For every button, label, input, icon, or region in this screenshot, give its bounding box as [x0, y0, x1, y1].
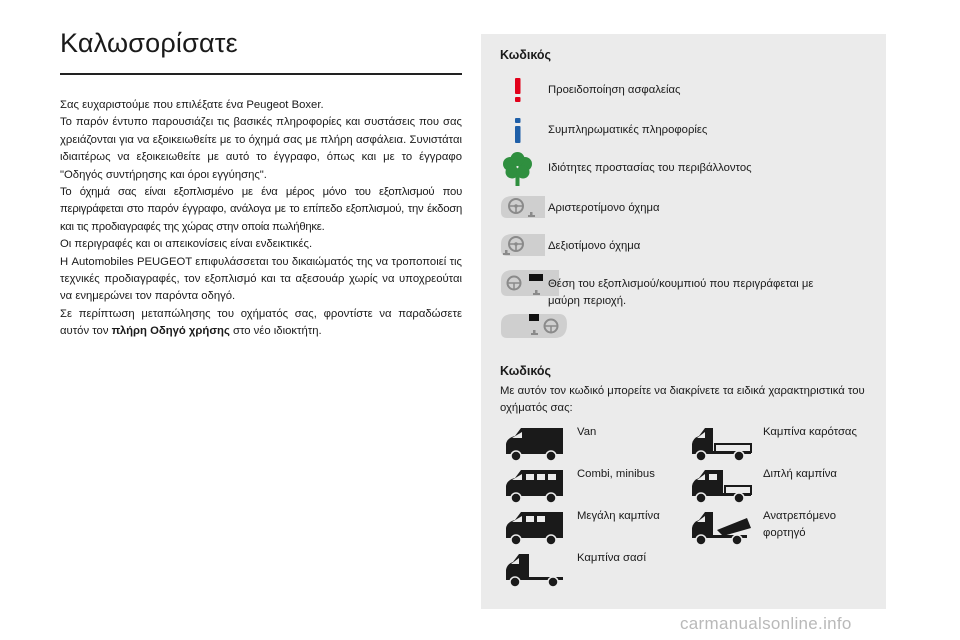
- vehicle-label-tipper: Ανατρεπόμενο φορτηγό: [763, 510, 836, 540]
- van-icon: [503, 424, 569, 466]
- vehicle-crew-van: [503, 508, 693, 550]
- code-label-rhd: Δεξιοτίμονο όχημα: [548, 240, 641, 252]
- intro-paragraph-purpose: Το παρόν έντυπο παρουσιάζει τις βασικές πληροφορίες και συστάσεις που σας χρειάζονται για να εξοικειωθείτε με το όχημά σας με πλήρη ασφάλεια. Συνιστάται ιδιαιτέρως να εξοικειωθείτε με αυτό το έγγραφο, όπως και με το έγγραφο "Οδηγός συντήρησης και όροι εγγύησης".: [60, 116, 462, 181]
- title-divider: [60, 73, 462, 75]
- intro-paragraph-equipment: Το όχημά σας είναι εξοπλισμένο με ένα μέρος μόνο του εξοπλισμού που περιγράφεται στο παρόν έγγραφο, ανάλογα με το επίπεδο εξοπλισμού, την έκδοση και τις προδιαγραφές της χώρας στην οποία πωλήθηκε.: [60, 186, 462, 233]
- resale-guide-name: πλήρη Οδηγό χρήσης: [111, 325, 230, 338]
- vehicle-label-crew-cab: Διπλή καμπίνα: [763, 468, 837, 480]
- vehicle-label-chassis-cab: Καμπίνα σασί: [577, 552, 647, 564]
- code-label-warning: Προειδοποίηση ασφαλείας: [548, 84, 681, 96]
- code-row-control-location: [481, 268, 886, 348]
- crew-cab-icon: [689, 466, 755, 508]
- intro-paragraph-thanks: Σας ευχαριστούμε που επιλέξατε ένα Peugeot Boxer.: [60, 99, 324, 111]
- intro-paragraph-disclaimer: Οι περιγραφές και οι απεικονίσεις είναι ενδεικτικές.: [60, 238, 313, 251]
- vehicle-tipper: [689, 508, 879, 550]
- resale-text-end: στο νέο ιδιοκτήτη.: [229, 325, 322, 338]
- legend-panel: [481, 34, 886, 609]
- code-row-info: [481, 114, 886, 150]
- combi-minibus-icon: [503, 466, 569, 508]
- dropside-truck-icon: [689, 424, 755, 466]
- vehicle-chassis-cab: [503, 550, 693, 592]
- crew-van-icon: [503, 508, 569, 550]
- code-row-warning: [481, 74, 886, 110]
- vehicle-code-description: Με αυτόν τον κωδικό μπορείτε να διακρίνετε τα ειδικά χαρακτηριστικά του οχήματός σας:: [500, 385, 865, 415]
- tipper-truck-icon: [689, 508, 755, 550]
- chassis-cab-icon: [503, 550, 569, 592]
- code-row-lhd: [481, 192, 886, 228]
- vehicle-combi: [503, 466, 693, 508]
- code-row-rhd: [481, 230, 886, 266]
- resale-text-start: Σε περίπτωση μεταπώλησης του οχήματός σας, φροντίστε να παραδώσετε αυτόν τον: [60, 307, 462, 338]
- code-label-info: Συμπληρωματικές πληροφορίες: [548, 124, 708, 136]
- legend-heading: Κωδικός: [500, 48, 552, 62]
- vehicle-van: [503, 424, 693, 466]
- vehicle-label-combi: Combi, minibus: [577, 468, 655, 480]
- vehicle-label-dropside: Καμπίνα καρότσας: [763, 426, 857, 438]
- code-label-lhd: Αριστεροτίμονο όχημα: [548, 202, 660, 214]
- vehicle-crew-cab: [689, 466, 879, 508]
- intro-column: [60, 28, 462, 341]
- vehicle-code-heading: Κωδικός: [500, 364, 552, 378]
- code-label-control-location: Θέση του εξοπλισμού/κουμπιού που περιγράφεται με μαύρη περιοχή.: [548, 278, 814, 307]
- vehicle-label-crew-van: Μεγάλη καμπίνα: [577, 510, 660, 522]
- vehicle-dropside: [689, 424, 879, 466]
- page-title: Καλωσορίσατε: [60, 28, 238, 58]
- code-row-environment: [481, 152, 886, 188]
- code-label-environment: Ιδιότητες προστασίας του περιβάλλοντος: [548, 162, 752, 174]
- intro-paragraph-rights: Η Automobiles PEUGEOT επιφυλάσσεται του δικαιώματός της να τροποποιεί τις τεχνικές προδιαγραφές, τον εξοπλισμό και τα αξεσουάρ χωρίς να υποχρεούται να ενημερώνει τον παρόντα οδηγό.: [60, 255, 462, 303]
- intro-paragraph-resale: [60, 306, 462, 341]
- watermark: carmanualsonline.info: [680, 614, 852, 633]
- vehicle-label-van: Van: [577, 426, 597, 438]
